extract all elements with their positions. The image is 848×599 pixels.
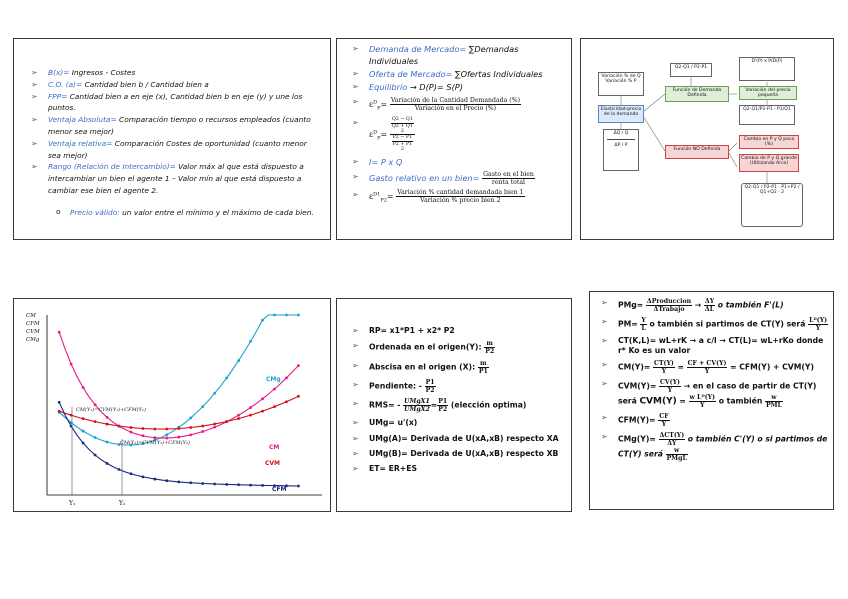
series-cmg-point: [189, 417, 192, 420]
series-cm-point: [285, 377, 288, 380]
list-item: ➢ I= P x Q: [349, 156, 569, 168]
box-arc-formula: Q2-Q1 / P2-P1 · P1+P2 / Q1+Q2 · 2: [741, 183, 803, 227]
series-cm-point: [82, 386, 85, 389]
series-cvm-point: [201, 425, 204, 428]
series-cfm-point: [82, 442, 85, 445]
series-cvm-point: [177, 427, 180, 430]
slide-demand-formulas: [336, 38, 572, 240]
series-cmg-point: [285, 314, 288, 317]
series-cfm-point: [153, 478, 156, 481]
slide-cost-curves-chart: [13, 298, 331, 512]
series-cmg-point: [237, 359, 240, 362]
series-cmg-point: [273, 314, 276, 317]
list-item: ➢ C.O. (a)= Cantidad bien b / Cantidad bien a: [28, 79, 318, 91]
series-cvm-point: [130, 426, 133, 429]
list-item: ➢ Rango (Relación de Intercambio)= Valor máx al que está dispuesto a intercambiar un bien el agente 1 – Valor mín al que está dispuesto a cambiar ese bien el agente 2.: [28, 161, 318, 196]
series-cvm-point: [165, 428, 168, 431]
series-cm-point: [213, 426, 216, 429]
series-cvm-point: [82, 417, 85, 420]
box-demand-defined: Función de Demanda Definida: [665, 86, 729, 102]
series-cm-point: [201, 430, 204, 433]
series-cvm-point: [237, 417, 240, 420]
list-item: ➢ UMg= u'(x): [349, 417, 571, 428]
series-cm-point: [106, 416, 109, 419]
series-cfm-point: [106, 462, 109, 465]
list-item: ➢ ET= ER+ES: [349, 463, 571, 474]
definitions-list: [28, 67, 318, 197]
arc-elasticity-fraction: $\frac{Q2 - Q1}{Q2 + Q1}$ 2 $\frac{P2 - P1}{P2 + P1}$ 2: [391, 117, 413, 153]
list-item: ➢ Abscisa en el origen (X): $\frac{m}{P1}$: [349, 360, 571, 375]
box-large-change-arc: Cambio de P y Q grande (Utilizando Arco): [739, 154, 799, 172]
series-cfm-point: [237, 483, 240, 486]
series-cfm-point: [130, 472, 133, 475]
box-delta-formula: ΔQ / Q ΔP / P: [603, 129, 639, 171]
y-axis-label-cm: CM: [26, 313, 36, 319]
list-item: ➢ Oferta de Mercado= ∑Ofertas Individuales: [349, 68, 569, 80]
series-cfm-point: [213, 483, 216, 486]
producer-list: [598, 298, 832, 466]
box-price-elasticity: Elasticidad-precio de la demanda: [598, 105, 644, 123]
x-tick-label-1: Y₁: [69, 500, 76, 507]
box-variation-ratio: Variación % de Q Variación % P: [598, 72, 644, 96]
list-item: ➢ RP= x1*P1 + x2* P2: [349, 325, 571, 336]
series-cvm-point: [58, 410, 61, 413]
series-cm-point: [58, 331, 61, 334]
series-cfm-point: [94, 454, 97, 457]
list-item: ➢ RMS= - $\frac{\text{UMgX1}}{\text{UMgX2}}$ = $\frac{P1}{P2}$ (elección optima): [349, 398, 571, 413]
list-item: ➢ Pendiente: - $\frac{P1}{P2}$: [349, 379, 571, 394]
y-axis-label-cmg: CMg: [26, 337, 40, 343]
series-cvm-point: [297, 395, 300, 398]
slide-definitions: [13, 38, 331, 240]
series-cmg-point: [106, 441, 109, 444]
series-cvm-point: [153, 428, 156, 431]
series-cvm-point: [285, 400, 288, 403]
y-axis-label-cvm: CVM: [26, 329, 40, 335]
series-cm-point: [177, 436, 180, 439]
box-point-formula: Q2-Q1/P2-P1 · P1/Q1: [739, 105, 795, 125]
series-label-cfm: CFM: [272, 486, 287, 493]
list-item: ➢ CFM(Y)= $\frac{CF}{Y}$: [598, 413, 832, 428]
box-demand-not-defined: Función NO Definida: [665, 145, 729, 159]
series-cm-point: [297, 364, 300, 367]
box-small-price-change: Variación del precio pequeña: [739, 86, 797, 100]
series-cm-point: [70, 363, 73, 366]
list-item: ➢ CT(K,L)= wL+rK → a c/l → CT(L)= wL+rKo donde r* Ko es un valor: [598, 336, 832, 356]
list-item: ➢ $\varepsilon^D_P=$ $\frac{Q2 - Q1}{Q2 + Q1}$ 2 $\frac{P2 - P1}{P2 + P1}$ 2: [349, 117, 569, 152]
series-cmg-point: [297, 314, 300, 317]
series-cm-point: [261, 397, 264, 400]
series-cvm-point: [118, 425, 121, 428]
series-cmg-point: [201, 405, 204, 408]
series-cfm-point: [249, 484, 252, 487]
series-cm-point: [153, 436, 156, 439]
series-cfm-point: [201, 482, 204, 485]
slide-consumer-formulas: [336, 298, 572, 512]
series-cfm-point: [118, 468, 121, 471]
consumer-list: [349, 325, 571, 479]
series-cfm-point: [165, 479, 168, 482]
series-cmg-point: [94, 436, 97, 439]
list-item: ➢ Equilibrio → D(P)= S(P): [349, 81, 569, 93]
series-cvm-point: [94, 420, 97, 423]
box-small-change: Cambio en P y Q poco (%): [739, 135, 799, 149]
series-cfm-point: [189, 481, 192, 484]
list-item: ➢ $\varepsilon^{D1}_{P2}=$ $\frac{\text{Variación \% cantidad demandada bien 1}}{\text{Variación \% precio bien 2}}$: [349, 189, 569, 207]
series-cvm-point: [142, 427, 145, 430]
list-item: ➢ FPP= Cantidad bien a en eje (x), Cantidad bien b en eje (y) y une los puntos.: [28, 91, 318, 115]
series-cmg-point: [249, 340, 252, 343]
series-cvm-point: [273, 405, 276, 408]
slide-elasticity-diagram: [580, 38, 834, 240]
list-item: ➢ Ventaja relativa= Comparación Costes de oportunidad (cuanto menor sea mejor): [28, 138, 318, 162]
series-cvm-point: [249, 414, 252, 417]
series-cfm-point: [225, 483, 228, 486]
list-item: ➢ CM(Y)= $\frac{CT(Y)}{Y}$ = $\frac{CF + CV(Y)}{Y}$ = CFM(Y) + CVM(Y): [598, 360, 832, 375]
box-derivative: D'(P) x P/D(P): [739, 57, 795, 81]
series-cvm-point: [225, 420, 228, 423]
series-cm-point: [94, 403, 97, 406]
list-item: ➢ Demanda de Mercado= ∑Demandas Individuales: [349, 43, 569, 67]
series-cm-point: [249, 406, 252, 409]
series-cmg-line: [59, 315, 298, 445]
series-cm-point: [130, 431, 133, 434]
list-item: ➢ UMg(B)= Derivada de U(xA,xB) respecto XB: [349, 448, 571, 459]
box-formula-top: Q2-Q1 / P2-P1: [670, 63, 712, 77]
cross-elasticity-fraction: $\frac{\text{Variación \% cantidad demandada bien 1}}{\text{Variación \% precio bien 2}}$: [397, 189, 524, 205]
list-item: ➢ Gasto relativo en un bien= $\frac{\text{Gasto en el bien}}{\text{renta total}}$: [349, 171, 569, 186]
series-label-cvm: CVM: [265, 460, 281, 467]
list-item: ➢ Ventaja Absoluta= Comparación tiempo o recursos empleados (cuanto menor sea mejor): [28, 114, 318, 138]
series-cfm-point: [261, 484, 264, 487]
list-item: ➢ CVM(Y)= $\frac{CV(Y)}{Y}$ → en el caso de partir de CT(Y) será CVM(Y) = $\frac{\text{w Lᴰ(Y)}}{Y}$ o también $\frac{w}{\text{PML}}$: [598, 379, 832, 409]
series-cmg-point: [165, 433, 168, 436]
formulas-list: [349, 43, 569, 207]
series-cvm-point: [106, 423, 109, 426]
y-axis-label-cfm: CFM: [26, 321, 40, 327]
series-cm-point: [142, 434, 145, 437]
x-tick-label-2: Y₂: [119, 500, 126, 507]
list-item: ➢ UMg(A)= Derivada de U(xA,xB) respecto XA: [349, 433, 571, 444]
series-cmg-point: [82, 430, 85, 433]
series-label-cm: CM: [269, 444, 280, 451]
series-cm-point: [189, 433, 192, 436]
list-item: ➢ PMg= $\frac{\text{ΔProduccion}}{\text{ΔTrabajo}}$ → $\frac{\Delta Y}{\Delta L}$ o también F'(L): [598, 298, 832, 313]
annotation-cm-2: CM(Y₂)=CVM(Y₂)+CFM(Y₂): [120, 440, 190, 446]
series-label-cmg: CMg: [266, 376, 281, 383]
annotation-cm-1: CM(Y₁)=CVM(Y₁)+CFM(Y₁): [76, 407, 146, 413]
elasticity-fraction: $\frac{\text{Variación de la Cantidad Demandada (\%)}}{\text{Variación en el Precio (\%)}}$: [390, 96, 521, 112]
list-item: ➢ CMg(Y)= $\frac{\text{ΔCT(Y)}}{\Delta Y}$ o también C'(Y) o si partimos de CT(Y) será $\frac{w}{\text{PMgL}}$: [598, 432, 832, 462]
slide-producer-formulas: [589, 291, 834, 510]
series-cfm-point: [142, 475, 145, 478]
series-cfm-point: [177, 480, 180, 483]
list-item: ➢ Ordenada en el origen(Y): $\frac{m}{P2}$: [349, 340, 571, 355]
sub-item: o Precio válido: un valor entre el mínimo y el máximo de cada bien.: [56, 207, 314, 217]
series-cvm-point: [189, 426, 192, 429]
series-cmg-point: [225, 377, 228, 380]
series-cfm-point: [297, 485, 300, 488]
list-item: ➢ B(x)= Ingresos - Costes: [28, 67, 318, 79]
list-item: ➢ PM= $\frac{Y}{L}$ o también si partimos de CT(Y) será $\frac{\text{Lᴰ(Y)}}{Y}$: [598, 317, 832, 332]
series-cfm-point: [58, 401, 61, 404]
list-item: ➢ $\varepsilon^D_P=$ $\frac{\text{Variación de la Cantidad Demandada (\%)}}{\text{Variación en el Precio (\%)}}$: [349, 96, 569, 114]
series-cmg-point: [261, 319, 264, 322]
series-cvm-point: [261, 410, 264, 413]
cost-chart: [14, 299, 331, 512]
series-cm-point: [237, 414, 240, 417]
series-cvm-point: [213, 423, 216, 426]
series-cmg-point: [213, 392, 216, 395]
series-cm-point: [273, 388, 276, 391]
